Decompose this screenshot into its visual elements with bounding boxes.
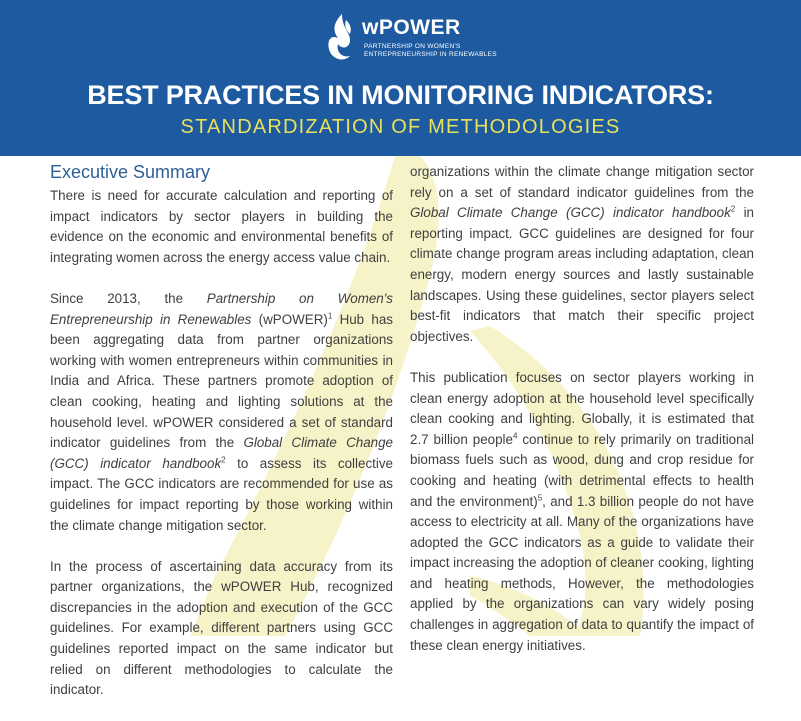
paragraph	[410, 368, 754, 656]
italic-term: Global Climate Change (GCC) indicator handbook	[50, 435, 393, 471]
paragraph: In the process of ascertaining data accuracy from its partner organizations, the wPOWER Hub, recognized discrepancies in the adoption and execution of the GCC guidelines. For example, different partners using GCC guidelines reported impact on the same indicator but relied on different methodologies to calculate the indicator.	[50, 558, 393, 698]
text-run: Hub has been aggregating data from partner organizations working with women entrepreneurs within communities in India and Africa. These partners promote adoption of clean cooking, heating and lighting solutions at the household level. wPOWER considered a set of standard indicator guidelines from the	[50, 311, 393, 451]
text-run: Since 2013, the	[50, 290, 207, 306]
text-run: organizations within the climate change mitigation sector rely on a set of standard indicator guidelines from the	[410, 164, 754, 200]
section-title: Executive Summary	[50, 162, 211, 182]
paragraph: There is need for accurate calculation and reporting of impact indicators by sector players in building the evidence on the economic and environmental benefits of integrating women across the energy access value chain.	[50, 188, 393, 265]
right-column	[410, 162, 754, 677]
brand-name: wPOWER	[362, 16, 461, 39]
wpower-logo	[320, 12, 520, 64]
footnote-ref: 2	[221, 455, 226, 465]
brand-tagline-line-1: PARTNERSHIP ON WOMEN'S	[364, 43, 461, 50]
brand-tagline	[364, 43, 534, 59]
footnote-ref: 5	[537, 493, 543, 503]
footnote-ref: 1	[327, 311, 333, 321]
paragraph	[410, 162, 754, 347]
footnote-ref: 4	[512, 431, 518, 441]
paragraph	[50, 289, 393, 536]
italic-term: Partnership on Women's Entrepreneurship in Renewables	[50, 290, 393, 327]
footnote-ref: 2	[730, 204, 736, 214]
flame-logo-icon	[320, 12, 360, 64]
text-run: , and 1.3 billion people do not have access to electricity at all. Many of the organizations have adopted the GCC indicators as a guide to validate their impact increasing the adoption of cleaner cooking, lighting and heating methods, However, the methodologies applied by the organizations can vary widely posing challenges in aggregation of data to quantify the impact of these clean energy initiatives.	[410, 493, 754, 653]
text-run: continue to rely primarily on traditional biomass fuels such as wood, dung and crop residue for cooking and heating (with detrimental effects to health and the environment)	[410, 431, 754, 509]
text-run: in reporting impact. GCC guidelines are designed for four climate change program areas including adaptation, clean energy, modern energy sources and lastly sustainable landscapes. Using these guidelines, sector players select best-fit indicators that match their specific project objectives.	[410, 205, 754, 344]
italic-term: Global Climate Change (GCC) indicator handbook	[410, 205, 731, 221]
text-run: This publication focuses on sector players working in clean energy adoption at the household level specifically clean cooking and lighting. Globally, it is estimated that 2.7 billion people	[410, 369, 754, 447]
page-subtitle: STANDARDIZATION OF METHODOLOGIES	[180, 116, 621, 138]
page-title: BEST PRACTICES IN MONITORING INDICATORS:	[87, 80, 714, 110]
brand-tagline-line-2: ENTREPRENEURSHIP IN RENEWABLES	[364, 51, 497, 58]
header-banner	[0, 0, 801, 156]
text-run: (wPOWER)	[251, 311, 328, 327]
text-run: to assess its collective impact. The GCC indicators are recommended for use as guidelines for impact reporting by those working within the climate change mitigation sector.	[50, 455, 393, 533]
left-column	[50, 186, 393, 721]
